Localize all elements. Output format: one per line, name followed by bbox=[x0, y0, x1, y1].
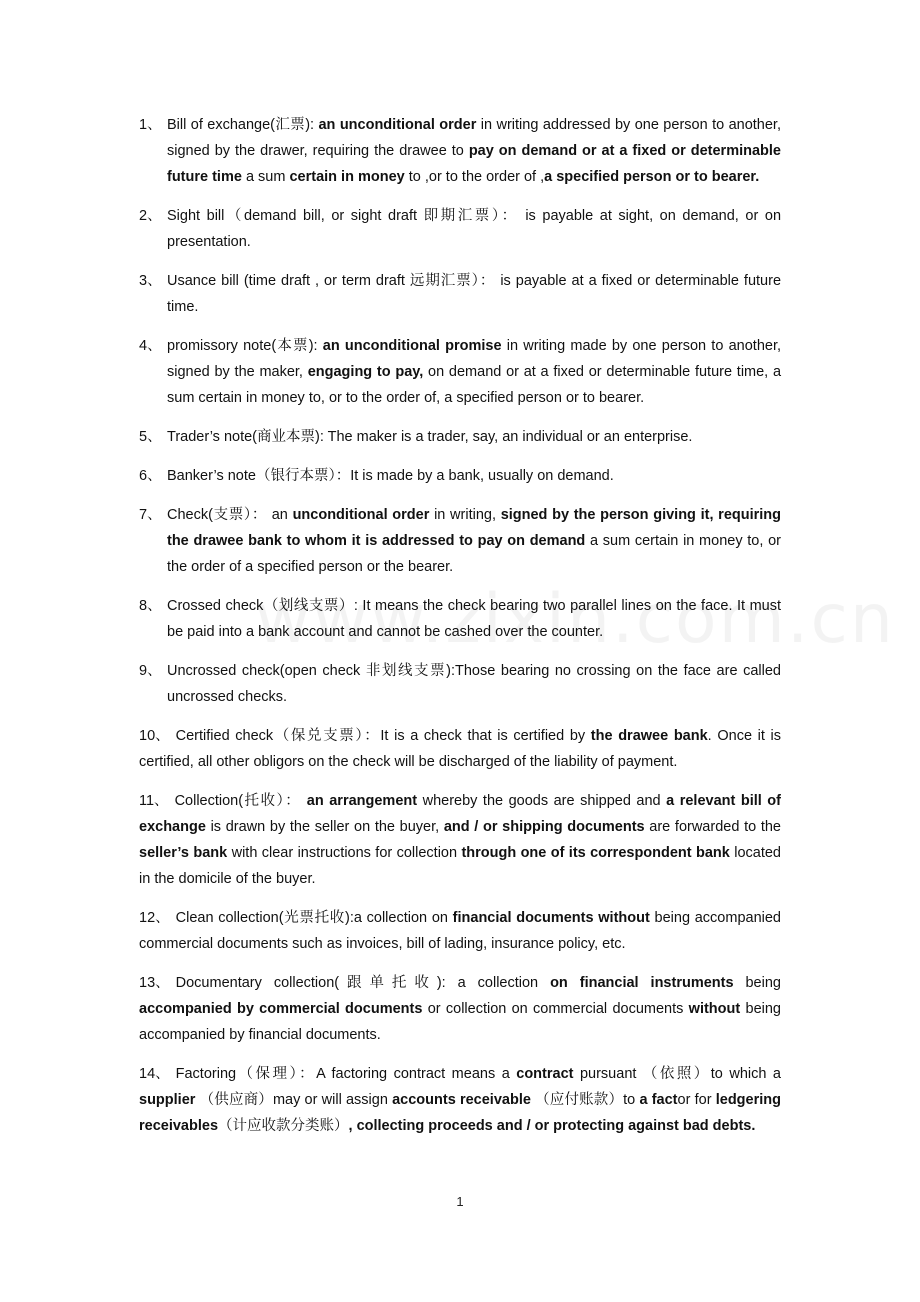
glossary-item bbox=[139, 203, 781, 255]
item-text: Bill of exchange( bbox=[167, 117, 275, 133]
bold-term: without bbox=[688, 1001, 741, 1017]
item-text: to which a bbox=[710, 1066, 781, 1082]
item-text: 托收）： bbox=[243, 793, 302, 809]
item-text: Banker’s note bbox=[167, 468, 256, 484]
item-text: to bbox=[623, 1092, 640, 1108]
item-number: 7、 bbox=[139, 507, 162, 523]
item-text: Documentary collection( bbox=[175, 975, 340, 991]
item-text: 即期汇票）： bbox=[423, 208, 519, 224]
item-text: a sum bbox=[241, 169, 290, 185]
glossary-item bbox=[139, 593, 781, 645]
item-number: 5、 bbox=[139, 429, 162, 445]
bold-term: accompanied by commercial documents bbox=[139, 1001, 423, 1017]
item-text: 支票）： bbox=[212, 507, 268, 523]
item-text: being bbox=[733, 975, 781, 991]
item-text: （依照） bbox=[642, 1066, 711, 1082]
item-text: 商业本票 bbox=[257, 429, 315, 445]
item-text: Check( bbox=[167, 507, 213, 523]
item-text: or collection on commercial documents bbox=[422, 1001, 689, 1017]
item-text: pursuant bbox=[573, 1066, 643, 1082]
glossary-item bbox=[139, 723, 781, 775]
item-text: （银行本票）： bbox=[255, 468, 351, 484]
glossary-item bbox=[139, 658, 781, 710]
item-text: Sight bill bbox=[167, 208, 225, 224]
item-text: Trader’s note( bbox=[167, 429, 257, 445]
item-number: 4、 bbox=[139, 338, 162, 354]
item-number: 8、 bbox=[139, 598, 162, 614]
bold-term: contract bbox=[516, 1066, 574, 1082]
item-text: 本票 bbox=[276, 338, 309, 354]
item-text: being accompanied commercial documents such as invoices, bill of lading, insurance policy, etc. bbox=[139, 910, 781, 952]
bold-term: , collecting proceeds and / or protecting against bad debts. bbox=[348, 1118, 756, 1134]
item-text: in writing made by one person to another, signed by the maker, bbox=[167, 338, 782, 380]
item-text: : It means the check bearing two parallel lines on the face. It must be paid into a bank account and cannot be cashed over the counter. bbox=[167, 598, 781, 640]
item-text: 汇票 bbox=[275, 117, 306, 133]
bold-term: engaging to pay, bbox=[307, 364, 424, 380]
bold-term: ledgering receivables bbox=[139, 1092, 781, 1134]
item-text: located in the domicile of the buyer. bbox=[139, 845, 781, 887]
item-text: 光票托收 bbox=[283, 910, 345, 926]
glossary-item bbox=[139, 1061, 781, 1139]
bold-term: seller’s bank bbox=[139, 845, 228, 861]
item-number: 12、 bbox=[139, 910, 170, 926]
item-text: A factoring contract means a bbox=[316, 1066, 517, 1082]
item-text: Collection( bbox=[174, 793, 244, 809]
item-number: 6、 bbox=[139, 468, 162, 484]
item-text: is payable at sight, on demand, or on presentation. bbox=[167, 208, 782, 250]
item-text: in writing addressed by one person to another, signed by the drawer, requiring the drawee to bbox=[167, 117, 781, 159]
glossary-item bbox=[139, 905, 781, 957]
item-text: ): a collection bbox=[436, 975, 551, 991]
item-number: 11、 bbox=[139, 793, 169, 809]
item-number: 1、 bbox=[139, 117, 162, 133]
glossary-item bbox=[139, 268, 781, 320]
item-text: （应付账款） bbox=[535, 1092, 624, 1108]
item-text: ): bbox=[308, 338, 323, 354]
page-number: 1 bbox=[456, 1194, 464, 1209]
item-text: are forwarded to the bbox=[644, 819, 781, 835]
item-text: whereby the goods are shipped and bbox=[417, 793, 667, 809]
item-text: 非划线支票 bbox=[365, 663, 447, 679]
item-text: （保兑支票）： bbox=[273, 728, 381, 744]
item-text: 远期汇票）： bbox=[409, 273, 496, 289]
glossary-item bbox=[139, 970, 781, 1048]
item-text: to ,or to the order of , bbox=[404, 169, 545, 185]
item-text: is payable at a fixed or determinable future time. bbox=[167, 273, 782, 315]
glossary-list bbox=[139, 112, 781, 1152]
item-text: Certified check bbox=[175, 728, 274, 744]
item-text: Factoring bbox=[175, 1066, 237, 1082]
item-text: an bbox=[267, 507, 293, 523]
glossary-item bbox=[139, 424, 781, 450]
bold-term: an unconditional promise bbox=[322, 338, 502, 354]
bold-term: through one of its correspondent bank bbox=[461, 845, 730, 861]
glossary-item bbox=[139, 463, 781, 489]
item-number: 14、 bbox=[139, 1066, 170, 1082]
item-text: （ bbox=[224, 208, 244, 224]
item-text: with clear instructions for collection bbox=[227, 845, 462, 861]
item-text: being accompanied by financial documents. bbox=[139, 1001, 781, 1043]
item-text: a sum certain in money to, or the order of a specified person or the bearer. bbox=[167, 533, 781, 575]
item-text: （供应商） bbox=[199, 1092, 273, 1108]
item-text: Usance bill (time draft , or term draft bbox=[167, 273, 410, 289]
item-text: ): The maker is a trader, say, an individual or an enterprise. bbox=[315, 429, 693, 445]
item-text: （保理）： bbox=[236, 1066, 317, 1082]
glossary-item bbox=[139, 112, 781, 190]
item-text: is drawn by the seller on the buyer, bbox=[205, 819, 444, 835]
bold-term: unconditional order bbox=[292, 507, 430, 523]
glossary-item bbox=[139, 333, 781, 411]
glossary-item bbox=[139, 502, 781, 580]
item-text: Crossed check bbox=[167, 598, 264, 614]
bold-term: on financial instruments bbox=[550, 975, 734, 991]
item-text: in writing, bbox=[429, 507, 501, 523]
item-number: 10、 bbox=[139, 728, 170, 744]
item-text: Clean collection( bbox=[175, 910, 284, 926]
item-text: promissory note( bbox=[167, 338, 277, 354]
bold-term: a specified person or to bearer. bbox=[544, 169, 760, 185]
item-text: on demand or at a fixed or determinable future time, a sum certain in money to, or to the order of, a specified person or to bearer. bbox=[167, 364, 782, 406]
item-text: demand bill, or sight draft bbox=[244, 208, 424, 224]
item-text: ):a collection on bbox=[345, 910, 453, 926]
item-number: 13、 bbox=[139, 975, 170, 991]
item-text: It is a check that is certified by bbox=[380, 728, 591, 744]
bold-term: financial documents without bbox=[452, 910, 650, 926]
item-text: Uncrossed check(open check bbox=[167, 663, 366, 679]
bold-term: signed by the person giving it, requiring the drawee bank to whom it is addressed to pay on demand bbox=[167, 507, 782, 549]
item-text: （划线支票） bbox=[263, 598, 354, 614]
item-text: It is made by a bank, usually on demand. bbox=[350, 468, 614, 484]
item-text: 跟单托收 bbox=[339, 975, 437, 991]
item-text: （计应收款分类账） bbox=[218, 1118, 349, 1134]
item-text: or for bbox=[677, 1092, 716, 1108]
bold-term: a relevant bill of exchange bbox=[139, 793, 781, 835]
bold-term: supplier bbox=[139, 1092, 196, 1108]
item-text: ):Those bearing no crossing on the face are called uncrossed checks. bbox=[167, 663, 781, 705]
bold-term: an unconditional order bbox=[318, 117, 477, 133]
bold-term: and / or shipping documents bbox=[443, 819, 645, 835]
item-number: 3、 bbox=[139, 273, 162, 289]
item-number: 2、 bbox=[139, 208, 162, 224]
item-text: . Once it is certified, all other obligors on the check will be discharged of the liability of payment. bbox=[139, 728, 782, 770]
bold-term: the drawee bank bbox=[590, 728, 708, 744]
item-text: may or will assign bbox=[272, 1092, 393, 1108]
glossary-item bbox=[139, 788, 781, 892]
bold-term: an arrangement bbox=[306, 793, 418, 809]
bold-term: certain in money bbox=[289, 169, 405, 185]
bold-term: a fact bbox=[639, 1092, 678, 1108]
bold-term: accounts receivable bbox=[392, 1092, 531, 1108]
bold-term: pay on demand or at a fixed or determinable future time bbox=[167, 143, 781, 185]
item-number: 9、 bbox=[139, 663, 162, 679]
item-text: ): bbox=[305, 117, 319, 133]
